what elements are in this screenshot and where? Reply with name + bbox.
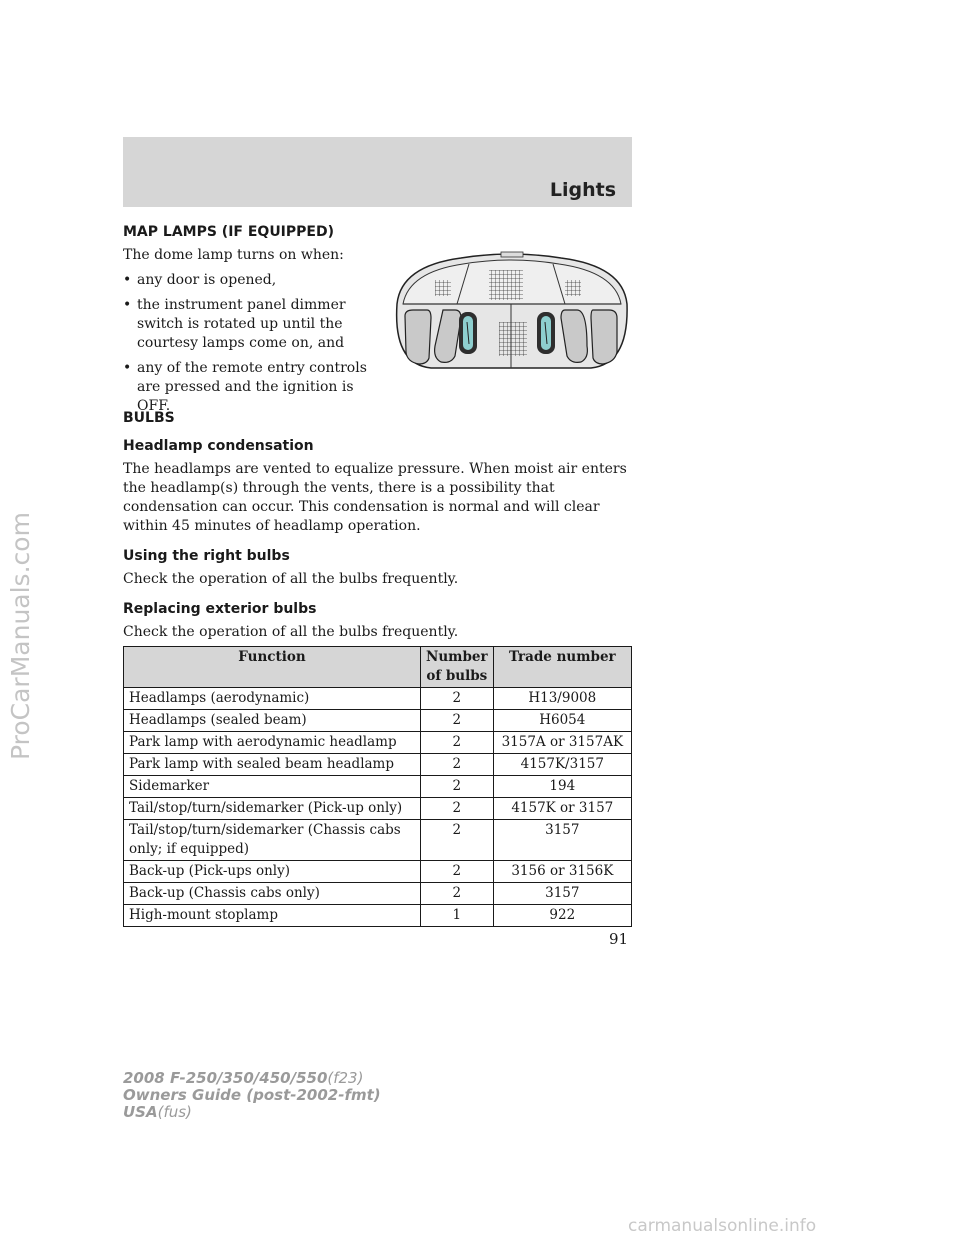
- function-cell: Tail/stop/turn/sidemarker (Pick-up only): [124, 798, 421, 820]
- bulb-table: [123, 646, 632, 927]
- table-row: [124, 754, 632, 776]
- table-row: [124, 883, 632, 905]
- trade-cell: 3157A or 3157AK: [493, 732, 631, 754]
- table-row: [124, 688, 632, 710]
- bulbs-heading: BULBS: [123, 410, 175, 426]
- function-cell: High-mount stoplamp: [124, 905, 421, 927]
- count-cell: 2: [421, 710, 494, 732]
- trade-cell: 922: [493, 905, 631, 927]
- map-lamps-intro: The dome lamp turns on when:: [123, 247, 344, 263]
- table-row: [124, 732, 632, 754]
- bullet-mark: •: [123, 272, 132, 288]
- map-lamps-list: [123, 271, 378, 416]
- document-footer: [123, 1070, 381, 1121]
- function-cell: Tail/stop/turn/sidemarker (Chassis cabs only; if equipped): [124, 820, 421, 861]
- count-cell: 1: [421, 905, 494, 927]
- footer-region: USA: [123, 1103, 158, 1121]
- column-header: Trade number: [493, 647, 631, 688]
- bullet-mark: •: [123, 360, 132, 376]
- function-cell: Park lamp with aerodynamic headlamp: [124, 732, 421, 754]
- trade-cell: 194: [493, 776, 631, 798]
- map-lamps-section: [123, 224, 632, 414]
- count-cell: 2: [421, 883, 494, 905]
- footer-model-code: (f23): [327, 1069, 364, 1087]
- exterior-bulbs-heading: Replacing exterior bulbs: [123, 601, 317, 617]
- count-cell: 2: [421, 861, 494, 883]
- condensation-heading: Headlamp condensation: [123, 438, 314, 454]
- table-row: [124, 798, 632, 820]
- list-item: • any door is opened,: [123, 272, 277, 288]
- function-cell: Headlamps (sealed beam): [124, 710, 421, 732]
- table-row: [124, 710, 632, 732]
- page-content: [123, 224, 632, 923]
- trade-cell: 3157: [493, 883, 631, 905]
- list-item: • any of the remote entry controls are pressed and the ignition is OFF.: [123, 360, 367, 414]
- trade-cell: 4157K/3157: [493, 754, 631, 776]
- header-band: [123, 137, 632, 207]
- table-row: [124, 861, 632, 883]
- bullet-mark: •: [123, 297, 132, 313]
- count-cell: 2: [421, 688, 494, 710]
- trade-cell: 4157K or 3157: [493, 798, 631, 820]
- function-cell: Headlamps (aerodynamic): [124, 688, 421, 710]
- count-cell: 2: [421, 732, 494, 754]
- function-cell: Park lamp with sealed beam headlamp: [124, 754, 421, 776]
- table-row: [124, 905, 632, 927]
- table-row: [124, 776, 632, 798]
- page-number: 91: [609, 930, 629, 948]
- function-cell: Back-up (Pick-ups only): [124, 861, 421, 883]
- footer-model: 2008 F-250/350/450/550: [123, 1069, 328, 1087]
- right-bulbs-text: Check the operation of all the bulbs frequently.: [123, 571, 459, 587]
- side-watermark: ProCarManuals.com: [6, 512, 35, 760]
- count-cell: 2: [421, 820, 494, 861]
- trade-cell: H6054: [493, 710, 631, 732]
- condensation-text: The headlamps are vented to equalize pressure. When moist air enters the headlamp(s) through the vents, there is a possibility that condensation can occur. This condensation is normal and will clear within 45 minutes of headlamp operation.: [123, 461, 627, 534]
- trade-cell: 3156 or 3156K: [493, 861, 631, 883]
- exterior-bulbs-text: Check the operation of all the bulbs frequently.: [123, 624, 459, 640]
- table-header-row: [124, 647, 632, 688]
- column-header: Number of bulbs: [421, 647, 494, 688]
- count-cell: 2: [421, 754, 494, 776]
- table-row: [124, 820, 632, 861]
- map-lamps-heading: MAP LAMPS (IF EQUIPPED): [123, 224, 334, 240]
- footer-guide: Owners Guide (post-2002-fmt): [123, 1086, 381, 1104]
- bottom-watermark: carmanualsonline.info: [628, 1216, 817, 1236]
- section-title: Lights: [549, 179, 616, 201]
- count-cell: 2: [421, 776, 494, 798]
- list-item: • the instrument panel dimmer switch is rotated up until the courtesy lamps come on, and: [123, 297, 346, 351]
- trade-cell: 3157: [493, 820, 631, 861]
- function-cell: Back-up (Chassis cabs only): [124, 883, 421, 905]
- right-bulbs-heading: Using the right bulbs: [123, 548, 290, 564]
- column-header: Function: [124, 647, 421, 688]
- footer-region-code: (fus): [157, 1103, 192, 1121]
- trade-cell: H13/9008: [493, 688, 631, 710]
- map-lamp-illustration: [391, 246, 631, 376]
- function-cell: Sidemarker: [124, 776, 421, 798]
- count-cell: 2: [421, 798, 494, 820]
